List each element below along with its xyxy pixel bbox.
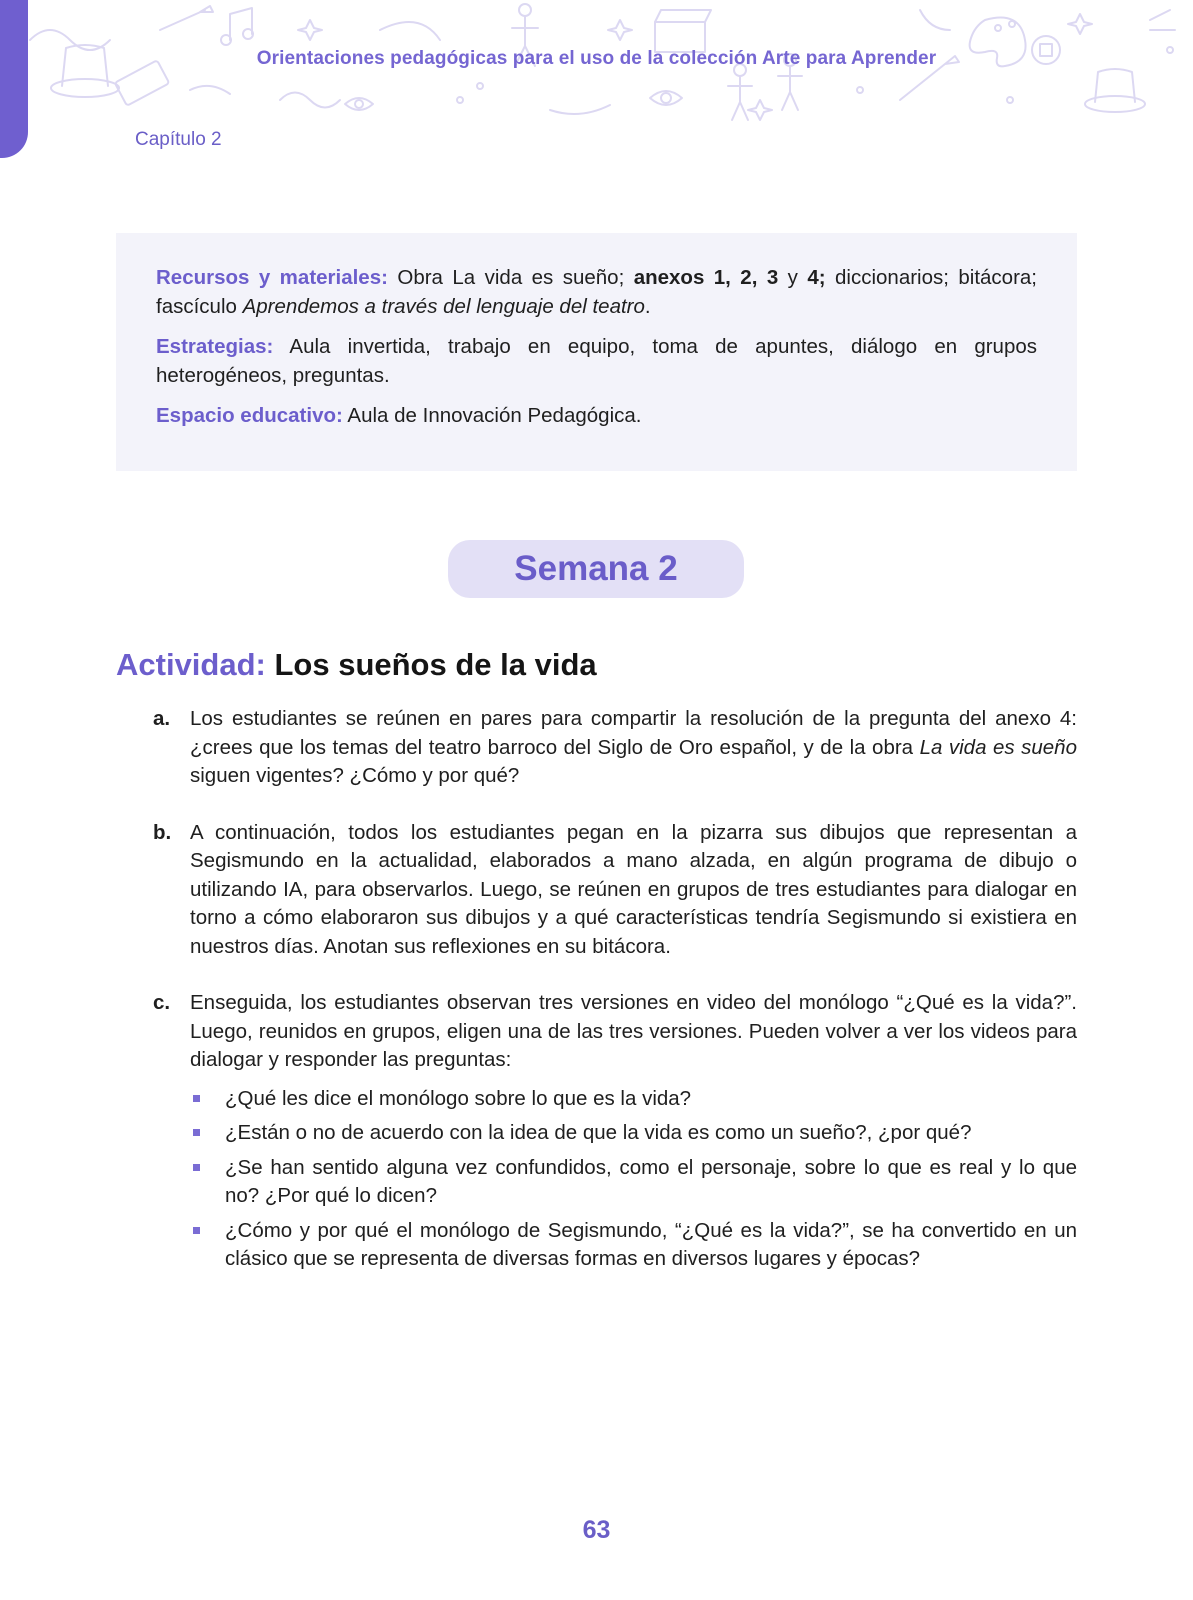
space-label: Espacio educativo:	[156, 404, 343, 427]
step-marker: a.	[153, 707, 171, 730]
square-bullet-icon	[193, 1164, 200, 1171]
page-number: 63	[582, 1516, 611, 1544]
space-text: Aula de Innovación Pedagógica.	[342, 404, 642, 427]
step-b	[150, 819, 1077, 962]
resources-text: Obra La vida es sueño;	[387, 266, 634, 289]
list-item	[190, 1154, 1077, 1211]
step-marker: b.	[153, 820, 172, 844]
step-text-end: siguen vigentes? ¿Cómo y por qué?	[190, 764, 520, 787]
resources-fascicle-title: Aprendemos a través del lenguaje del teatro	[242, 295, 645, 318]
question-text: ¿Están o no de acuerdo con la idea de que la vida es como un sueño?, ¿por qué?	[225, 1121, 972, 1144]
step-marker: c.	[153, 991, 171, 1014]
resources-label: Recursos y materiales:	[156, 266, 388, 289]
list-item	[190, 1085, 1077, 1114]
question-list	[190, 1085, 1077, 1274]
question-text: ¿Qué les dice el monólogo sobre lo que es la vida?	[225, 1086, 692, 1110]
strategies-text: Aula invertida, trabajo en equipo, toma de apuntes, diálogo en grupos heterogéneos, preguntas.	[156, 335, 1037, 387]
activity-heading	[116, 647, 597, 683]
chapter-label: Capítulo 2	[135, 129, 222, 150]
question-text: ¿Cómo y por qué el monólogo de Segismundo, “¿Qué es la vida?”, se ha convertido en un clásico que se representa de diversas formas en diversos lugares y épocas?	[225, 1218, 1077, 1270]
resources-period: .	[644, 295, 651, 318]
square-bullet-icon	[193, 1095, 200, 1102]
week-badge: Semana 2	[448, 540, 744, 598]
strategies-label: Estrategias:	[156, 335, 274, 358]
step-c	[150, 989, 1077, 1274]
resources-text-2: diccionarios; bitácora; fascículo	[156, 266, 1037, 318]
square-bullet-icon	[193, 1227, 200, 1234]
space-paragraph	[156, 401, 1037, 430]
list-item	[190, 1119, 1077, 1148]
activity-steps	[150, 705, 1077, 1302]
resources-anexos: anexos 1, 2, 3	[633, 266, 779, 289]
step-text: Enseguida, los estudiantes observan tres versiones en video del monólogo “¿Qué es la vida?”. Luego, reunidos en grupos, eligen una de las tres versiones. Pueden volver a ver los videos para dialogar y responder las preguntas:	[190, 991, 1077, 1071]
list-item	[190, 1217, 1077, 1274]
resources-and: y	[778, 266, 808, 289]
strategies-paragraph	[156, 332, 1037, 390]
step-italic-title: La vida es sueño	[919, 735, 1077, 759]
resources-box	[116, 233, 1077, 471]
document-header-title: Orientaciones pedagógicas para el uso de la colección Arte para Aprender	[256, 48, 937, 69]
resources-anexo-4: 4;	[807, 266, 826, 289]
step-text: Los estudiantes se reúnen en pares para compartir la resolución de la pregunta del anexo 4: ¿crees que los temas del teatro barroco del Siglo de Oro español, y de la obra	[190, 707, 1077, 759]
step-a	[150, 705, 1077, 791]
step-text: A continuación, todos los estudiantes pegan en la pizarra sus dibujos que representan a Segismundo en la actualidad, elaborados a mano alzada, en algún programa de dibujo o utilizando IA, para observarlos. Luego, se reúnen en grupos de tres estudiantes para dialogar en torno a cómo elaboraron sus dibujos y a qué características tendría Segismundo si existiera en nuestros días. Anotan sus reflexiones en su bitácora.	[190, 820, 1077, 958]
square-bullet-icon	[193, 1129, 200, 1136]
activity-label: Actividad:	[116, 647, 266, 682]
question-text: ¿Se han sentido alguna vez confundidos, como el personaje, sobre lo que es real y lo que no? ¿Por qué lo dicen?	[225, 1155, 1077, 1207]
activity-title: Los sueños de la vida	[265, 647, 597, 682]
resources-paragraph	[156, 263, 1037, 321]
